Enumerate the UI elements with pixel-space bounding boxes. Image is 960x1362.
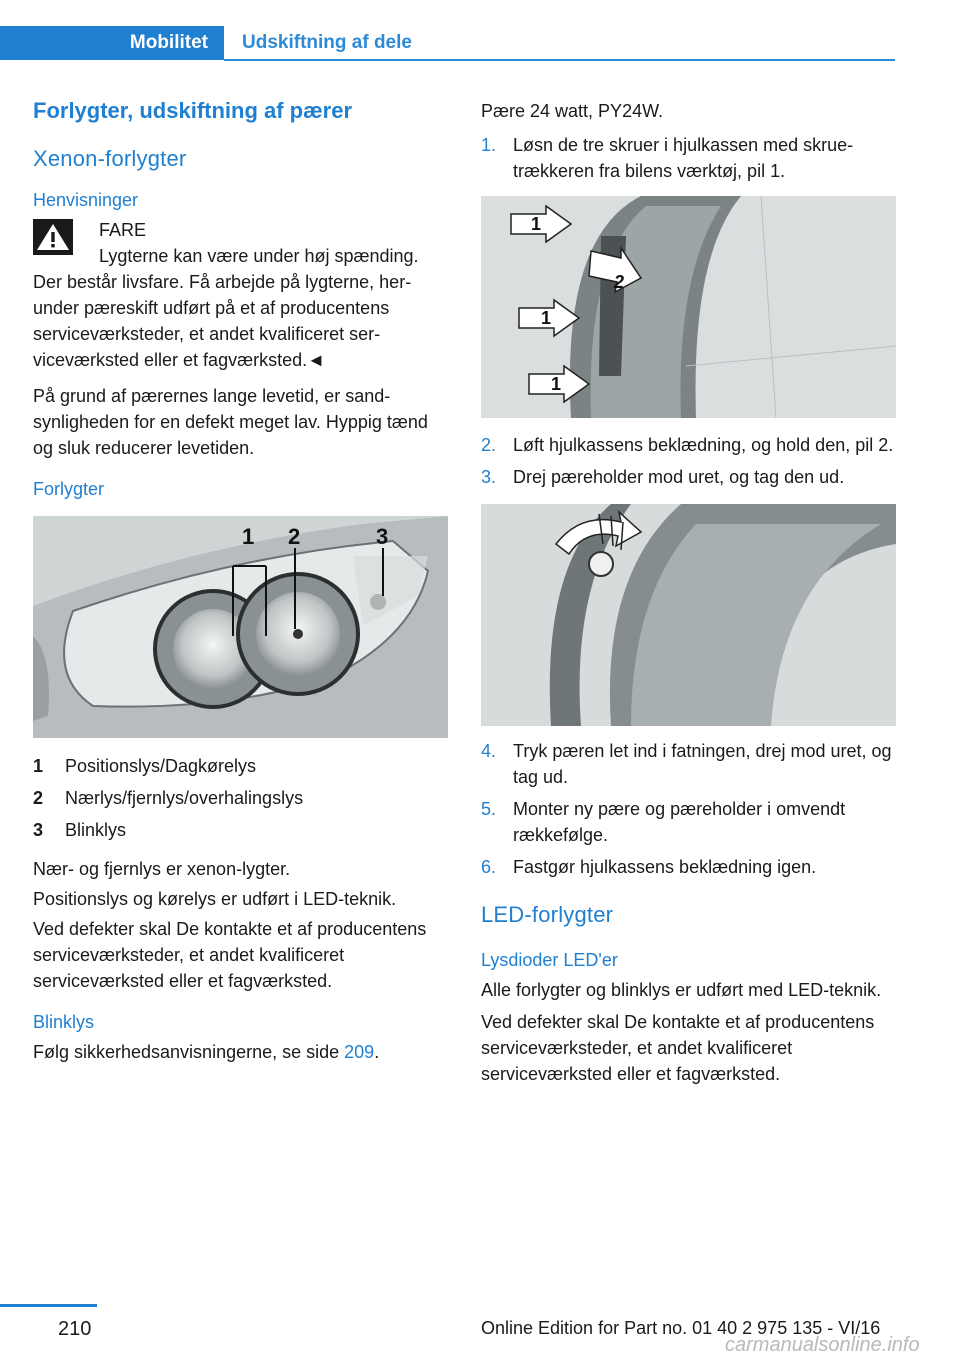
led-paragraph-1: Alle forlygter og blinklys er udført med LED-teknik. xyxy=(481,980,882,1000)
tab-udskiftning-af-dele[interactable]: Udskiftning af dele xyxy=(242,32,412,53)
step-number: 4. xyxy=(481,741,497,761)
right-column xyxy=(481,98,896,1097)
page-title: Forlygter, udskiftning af pærer xyxy=(33,98,353,123)
lifetime-paragraph: På grund af pærernes lange levetid, er sandsynligheden for en defekt meget lav. Hyppig tænd og sluk reducerer levetiden. xyxy=(33,386,428,458)
legend-row xyxy=(33,750,448,782)
legend-number: 1 xyxy=(33,756,44,776)
warning-label: FARE xyxy=(99,220,147,240)
tab-mobilitet[interactable]: Mobilitet xyxy=(0,26,224,60)
fig1-label-1c: 1 xyxy=(551,374,562,394)
header-tabbar xyxy=(0,26,895,60)
led-heading: Lysdioder LED'er xyxy=(481,950,618,970)
step-text: Drej pæreholder mod uret, og tag den ud. xyxy=(513,467,845,487)
step-item xyxy=(481,432,896,458)
step-number: 2. xyxy=(481,435,497,455)
steps-list-c xyxy=(481,738,896,880)
led-position-paragraph: Positionslys og kørelys er udført i LED-teknik. xyxy=(33,889,397,909)
headlight-figure xyxy=(33,516,448,738)
edition-text: Online Edition for Part no. 01 40 2 975 135 - VI/16 xyxy=(481,1318,881,1338)
wheel-arch-figure-1 xyxy=(481,196,896,418)
bulb-spec: Pære 24 watt, PY24W. xyxy=(481,101,664,121)
headlight-heading: Forlygter xyxy=(33,479,105,499)
fig1-label-1b: 1 xyxy=(541,308,552,328)
warning-first-line: Lygterne kan være under høj spænding. xyxy=(99,246,419,266)
step-number: 5. xyxy=(481,799,497,819)
page-number: 210 xyxy=(58,1318,92,1340)
steps-list-a xyxy=(481,132,896,184)
step-item xyxy=(481,738,896,790)
xenon-paragraph: Nær- og fjernlys er xenon-lygter. xyxy=(33,859,291,879)
header-rule xyxy=(224,59,895,61)
legend-number: 2 xyxy=(33,788,44,808)
step-item xyxy=(481,132,896,184)
step-number: 6. xyxy=(481,857,497,877)
step-number: 1. xyxy=(481,135,497,155)
section-heading-xenon: Xenon-forlygter xyxy=(33,146,187,171)
step-text: Løsn de tre skruer i hjulkassen med skruetrækkeren fra bilens værktøj, pil 1. xyxy=(513,135,854,181)
headlight-label-1: 1 xyxy=(242,524,255,549)
legend-row xyxy=(33,814,448,846)
blinklys-text: Følg sikkerhedsanvisningerne, se side xyxy=(33,1042,345,1062)
page-reference-link[interactable]: 209 xyxy=(344,1042,375,1062)
step-item xyxy=(481,796,896,848)
headlight-illustration xyxy=(33,516,448,738)
footer-rule xyxy=(0,1304,97,1307)
step-item xyxy=(481,854,896,880)
step-text: Tryk pæren let ind i fatningen, drej mod uret, og tag ud. xyxy=(513,741,892,787)
legend-number: 3 xyxy=(33,820,44,840)
legend-row xyxy=(33,782,448,814)
blinklys-heading: Blinklys xyxy=(33,1012,95,1032)
headlight-label-2: 2 xyxy=(288,524,301,549)
left-column xyxy=(33,98,448,1075)
blinklys-period: . xyxy=(374,1042,380,1062)
wheel-arch-figure-2 xyxy=(481,504,896,726)
steps-list-b xyxy=(481,432,896,490)
defect-paragraph-left: Ved defekter skal De kontakte et af producentens serviceværksteder, et andet kvalificeret serviceværksted eller et fagværksted. xyxy=(33,919,427,991)
fig1-label-1a: 1 xyxy=(531,214,542,234)
step-text: Fastgør hjulkassens beklædning igen. xyxy=(513,857,817,877)
section-heading-led: LED-forlygter xyxy=(481,902,614,927)
blinklys-paragraph xyxy=(33,1039,448,1065)
watermark: carmanualsonline.info xyxy=(725,1334,920,1356)
step-text: Monter ny pære og pæreholder i omvendt rækkefølge. xyxy=(513,799,846,845)
warning-triangle-icon xyxy=(33,219,73,255)
legend-text: Nærlys/fjernlys/overhalingslys xyxy=(65,788,304,808)
led-paragraph-2: Ved defekter skal De kontakte et af producentens serviceværksteder, et andet kvalificeret serviceværksted eller et fagværksted. xyxy=(481,1012,875,1084)
wheel-arch-illustration-1 xyxy=(481,196,896,418)
headlight-label-3: 3 xyxy=(376,524,389,549)
step-text: Løft hjulkassens beklædning, og hold den, pil 2. xyxy=(513,435,894,455)
wheel-arch-illustration-2 xyxy=(481,504,896,726)
legend-text: Positionslys/Dagkørelys xyxy=(65,756,257,776)
legend-text: Blinklys xyxy=(65,820,127,840)
headlight-legend xyxy=(33,750,448,846)
notes-heading: Henvisninger xyxy=(33,190,139,210)
warning-block xyxy=(33,217,448,269)
step-item xyxy=(481,464,896,490)
fig1-label-2: 2 xyxy=(614,272,625,292)
step-number: 3. xyxy=(481,467,497,487)
warning-text: Der består livsfare. Få arbejde på lygterne, herunder pæreskift udført på et af producentens serviceværksteder, et andet kvalificeret serviceværksted eller et fagværksted.◄ xyxy=(33,272,412,370)
